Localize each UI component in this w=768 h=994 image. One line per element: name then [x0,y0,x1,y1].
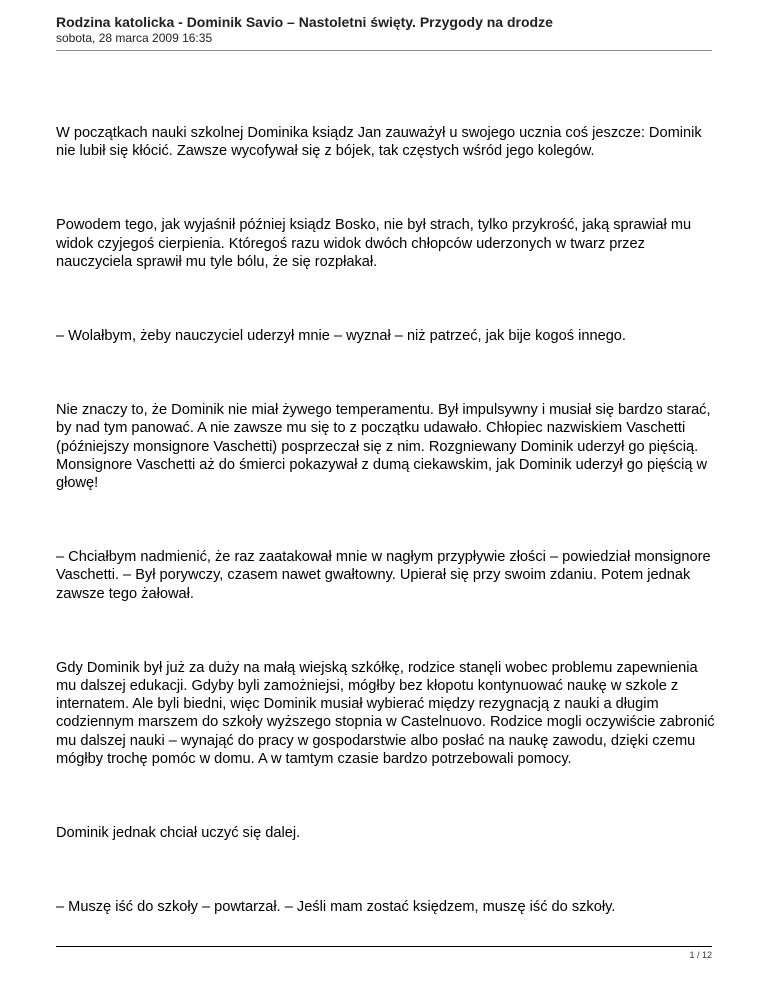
paragraph: Nie znaczy to, że Dominik nie miał żywego temperamentu. Był impulsywny i musiał się bardzo starać, by nad tym panować. A nie zawsze mu się to z początku udawało. Chłopiec nazwiskiem Vaschetti (późniejszy monsignore Vaschetti) posprzeczał się z nim. Rozgniewany Dominik uderzył go pięścią. Monsignore Vaschetti aż do śmierci pokazywał z dumą ciekawskim, jak Dominik uderzył go pięścią w głowę! [56,402,711,492]
document-date: sobota, 28 marca 2009 16:35 [56,31,213,45]
paragraph: – Muszę iść do szkoły – powtarzał. – Jeśli mam zostać księdzem, muszę iść do szkoły. [56,899,616,916]
footer-divider [56,946,712,947]
page-header [56,14,712,46]
paragraph: – Chciałbym nadmienić, że raz zaatakował mnie w nagłym przypływie złości – powiedział monsignore Vaschetti. – Był porywczy, czasem nawet gwałtowny. Upierał się przy swoim zdaniu. Potem jednak zawsze tego żałował. [56,549,711,602]
page-number: 1 / 12 [689,950,712,960]
header-divider [56,50,712,51]
paragraph: – Wolałbym, żeby nauczyciel uderzył mnie – wyznał – niż patrzeć, jak bije kogoś innego. [56,328,626,345]
paragraph: Gdy Dominik był już za duży na małą wiejską szkółkę, rodzice stanęli wobec problemu zapewnienia mu dalszej edukacji. Gdyby byli zamożniejsi, mógłby bez kłopotu kontynuować naukę w szkole z internatem. Ale byli biedni, więc Dominik musiał wybierać między rezygnacją z nauki a długim codziennym marszem do szkoły wyższego stopnia w Castelnuovo. Rodzice mogli oczywiście zabronić mu dalszej nauki – wynająć do pracy w gospodarstwie albo posłać na naukę zawodu, dzięki czemu mógłby trochę pomóc w domu. A w tamtym czasie bardzo potrzebowali pomocy. [56,659,715,767]
document-title: Rodzina katolicka - Dominik Savio – Nastoletni święty. Przygody na drodze [56,14,553,30]
paragraph: W początkach nauki szkolnej Dominika ksiądz Jan zauważył u swojego ucznia coś jeszcze: Dominik nie lubił się kłócić. Zawsze wycofywał się z bójek, tak częstych wśród jego kolegów. [56,125,702,160]
paragraph: Powodem tego, jak wyjaśnił później ksiądz Bosko, nie był strach, tylko przykrość, jaką sprawiał mu widok czyjegoś cierpienia. Któregoś razu widok dwóch chłopców uderzonych w twarz przez nauczyciela sprawił mu tyle bólu, że się rozpłakał. [56,217,692,270]
article-body [56,124,716,972]
paragraph: Dominik jednak chciał uczyć się dalej. [56,825,301,842]
